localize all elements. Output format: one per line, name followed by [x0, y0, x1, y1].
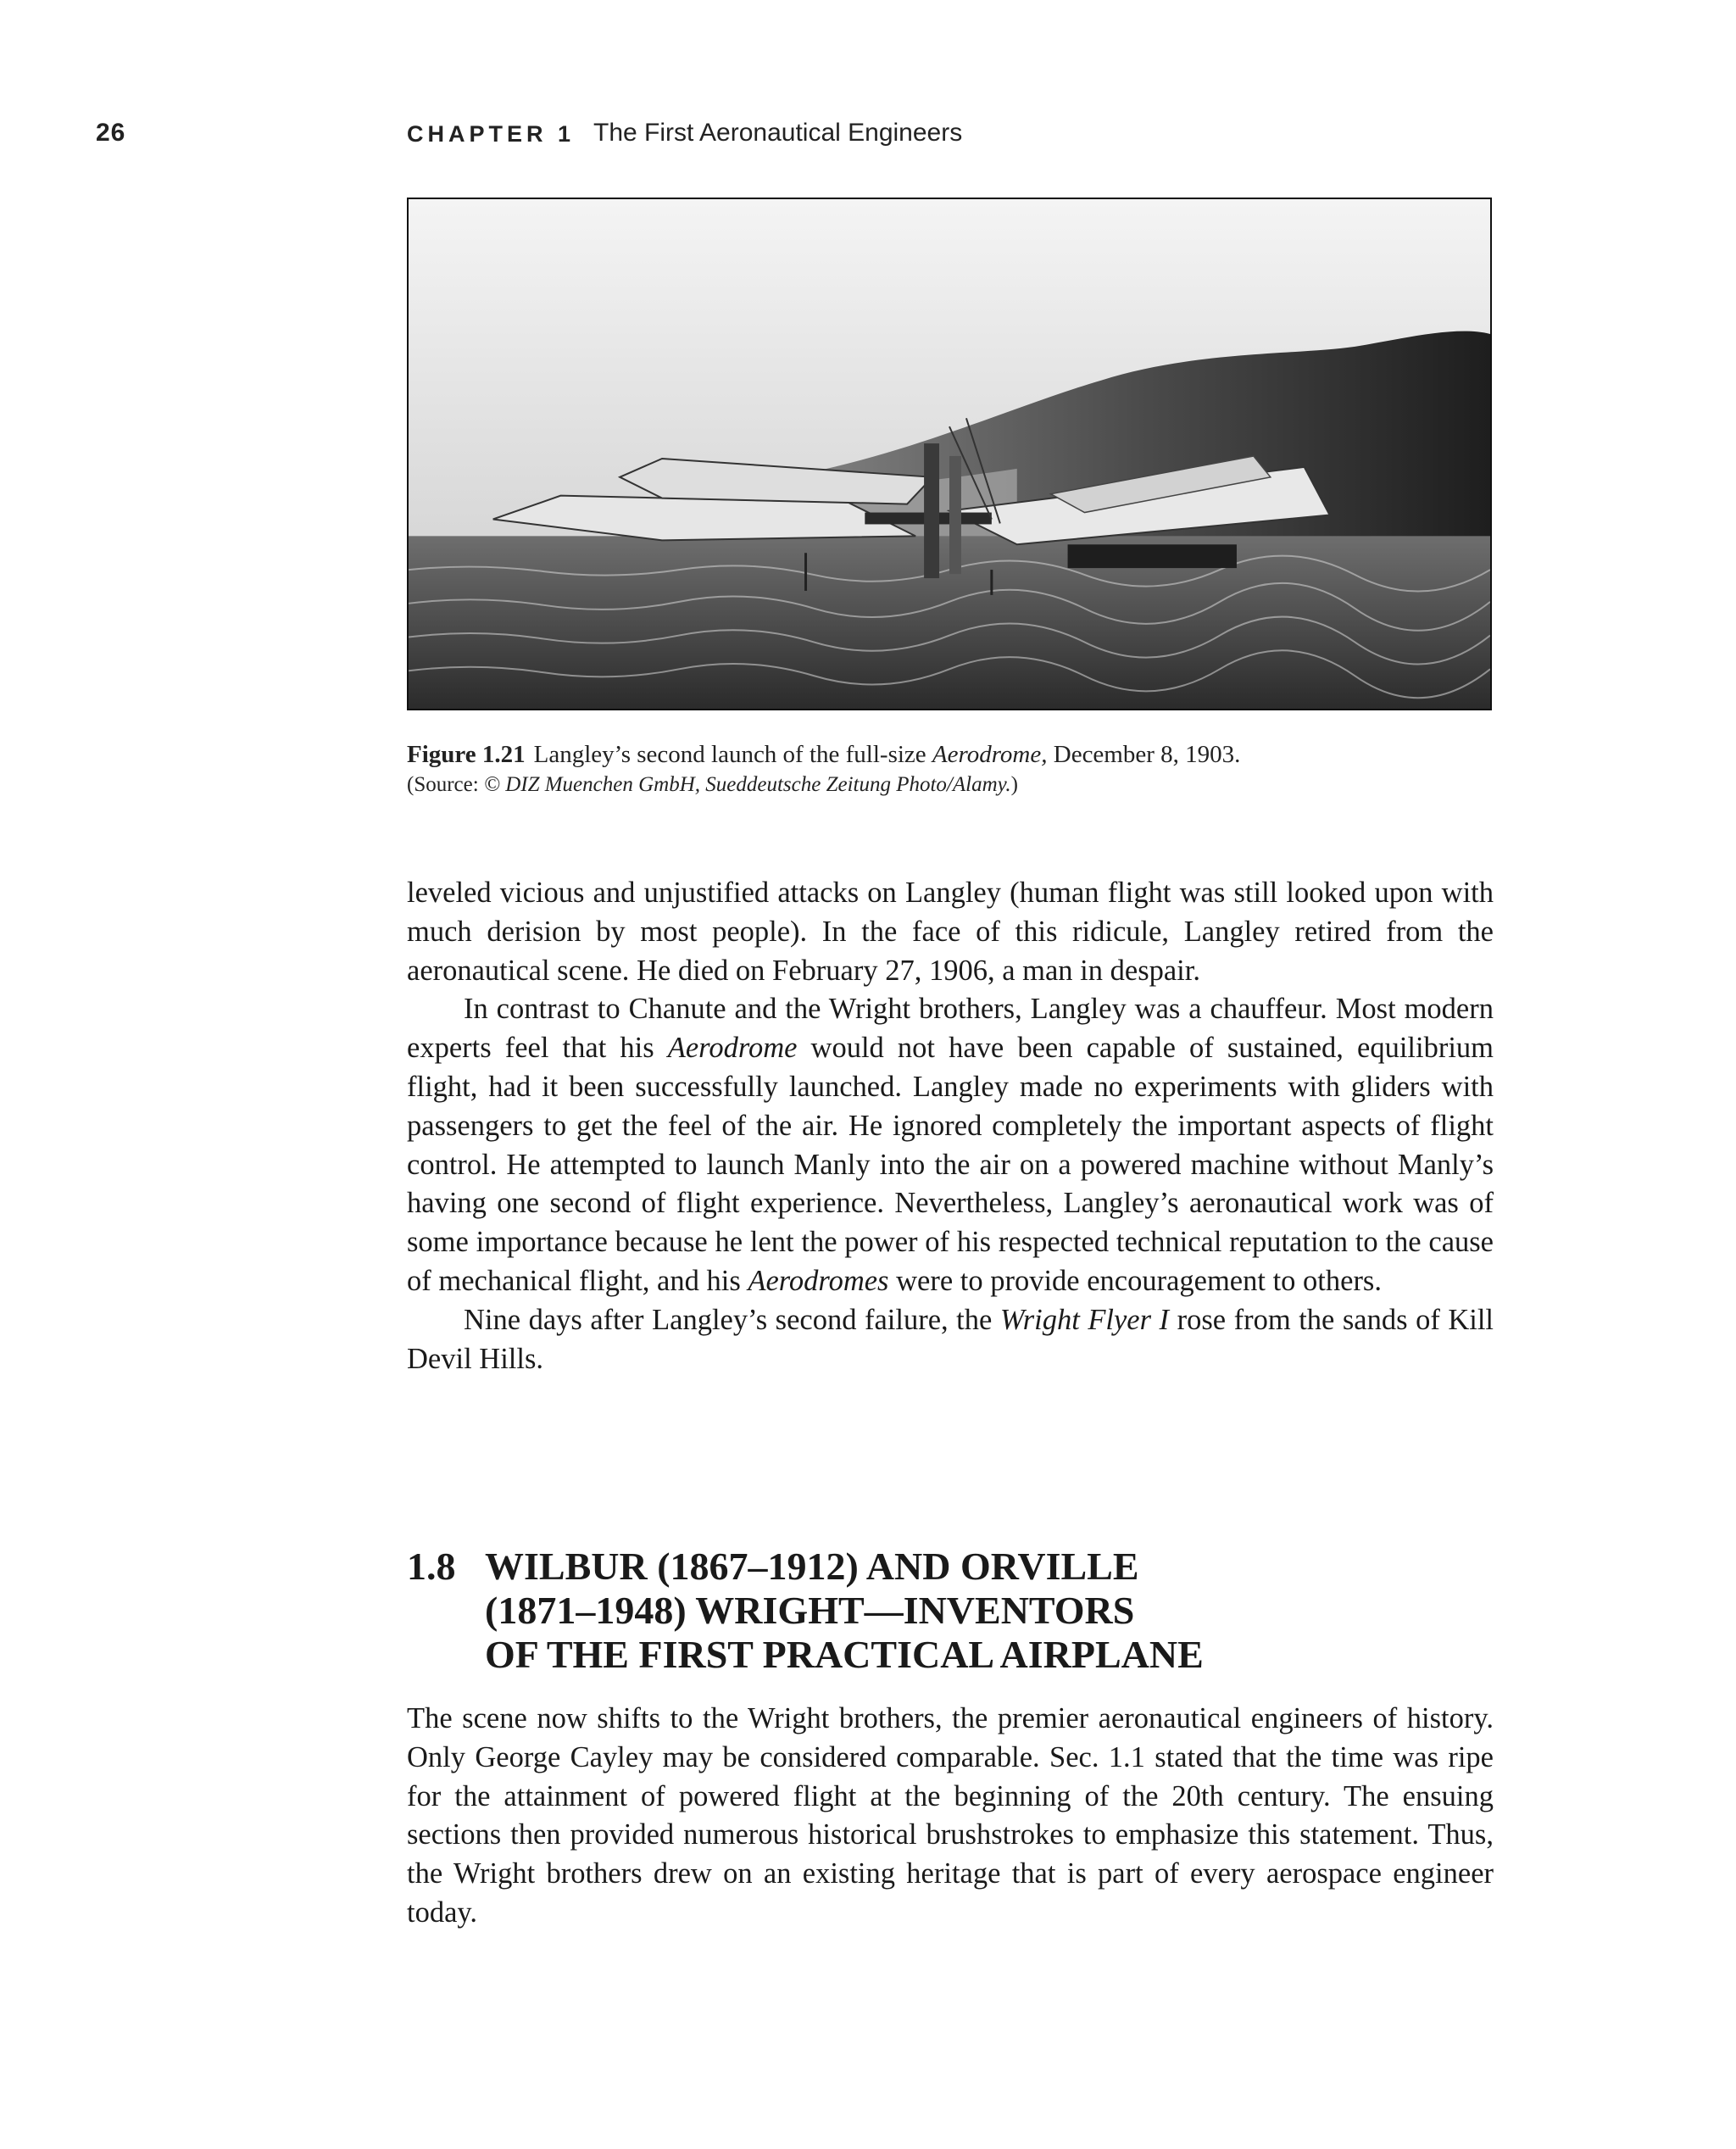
chapter-label: CHAPTER 1 [407, 121, 576, 147]
caption-date: December 8, 1903. [1047, 741, 1241, 768]
figure-photo-aerodrome [407, 198, 1492, 710]
figure-label: Figure 1.21 [407, 741, 526, 768]
chapter-title: The First Aeronautical Engineers [593, 119, 963, 147]
figure-caption [407, 739, 1500, 800]
paragraph: The scene now shifts to the Wright brothers, the premier aeronautical engineers of history. Only George Cayley may be considered comparable. Sec. 1.1 stated that the time was ripe for the attainment of powered flight at the beginning of the 20th century. The ensuing sections then provided numerous historical brushstrokes to emphasize this statement. Thus, the Wright brothers drew on an existing heritage that is part of every aerospace engineer today. [407, 1702, 1494, 1929]
paragraph: In contrast to Chanute and the Wright brothers, Langley was a chauffeur. Most modern experts feel that his Aerodrome would not have been capable of sustained, equilibrium flight, had it been successfully launched. Langley made no experiments with gliders with passengers to get the feel of the air. He ignored completely the important aspects of flight control. He attempted to launch Manly into the air on a powered machine without Manly’s having one second of flight experience. Nevertheless, Langley’s aeronautical work was of some importance because he lent the power of his respected technical reputation to the cause of mechanical flight, and his Aerodromes were to provide encouragement to others. [407, 993, 1494, 1297]
section-number: 1.8 [407, 1545, 456, 1588]
body-text-block [407, 874, 1494, 1378]
aerodrome-photo-illustration [409, 199, 1490, 709]
section-title-line: (1871–1948) WRIGHT—INVENTORS [485, 1589, 1135, 1632]
caption-text: Langley’s second launch of the full-size [533, 741, 932, 768]
page-number: 26 [96, 119, 126, 147]
figure-source: (Source: © DIZ Muenchen GmbH, Sueddeutsche Zeitung Photo/Alamy.) [407, 773, 1018, 796]
section-title-line: OF THE FIRST PRACTICAL AIRPLANE [485, 1633, 1204, 1676]
running-head [0, 119, 1736, 153]
paragraph: leveled vicious and unjustified attacks on Langley (human flight was still looked upon with much derision by most people). In the face of this ridicule, Langley retired from the aeronautical scene. He died on February 27, 1906, a man in despair. [407, 877, 1494, 987]
section-body-text [407, 1700, 1494, 1933]
section-title-line: WILBUR (1867–1912) AND ORVILLE [485, 1545, 1139, 1588]
paragraph: Nine days after Langley’s second failure, the Wright Flyer I rose from the sands of Kill Devil Hills. [407, 1303, 1494, 1375]
source-credit: © DIZ Muenchen GmbH, Sueddeutsche Zeitung Photo/Alamy. [483, 773, 1011, 796]
caption-italic: Aerodrome, [932, 741, 1048, 768]
